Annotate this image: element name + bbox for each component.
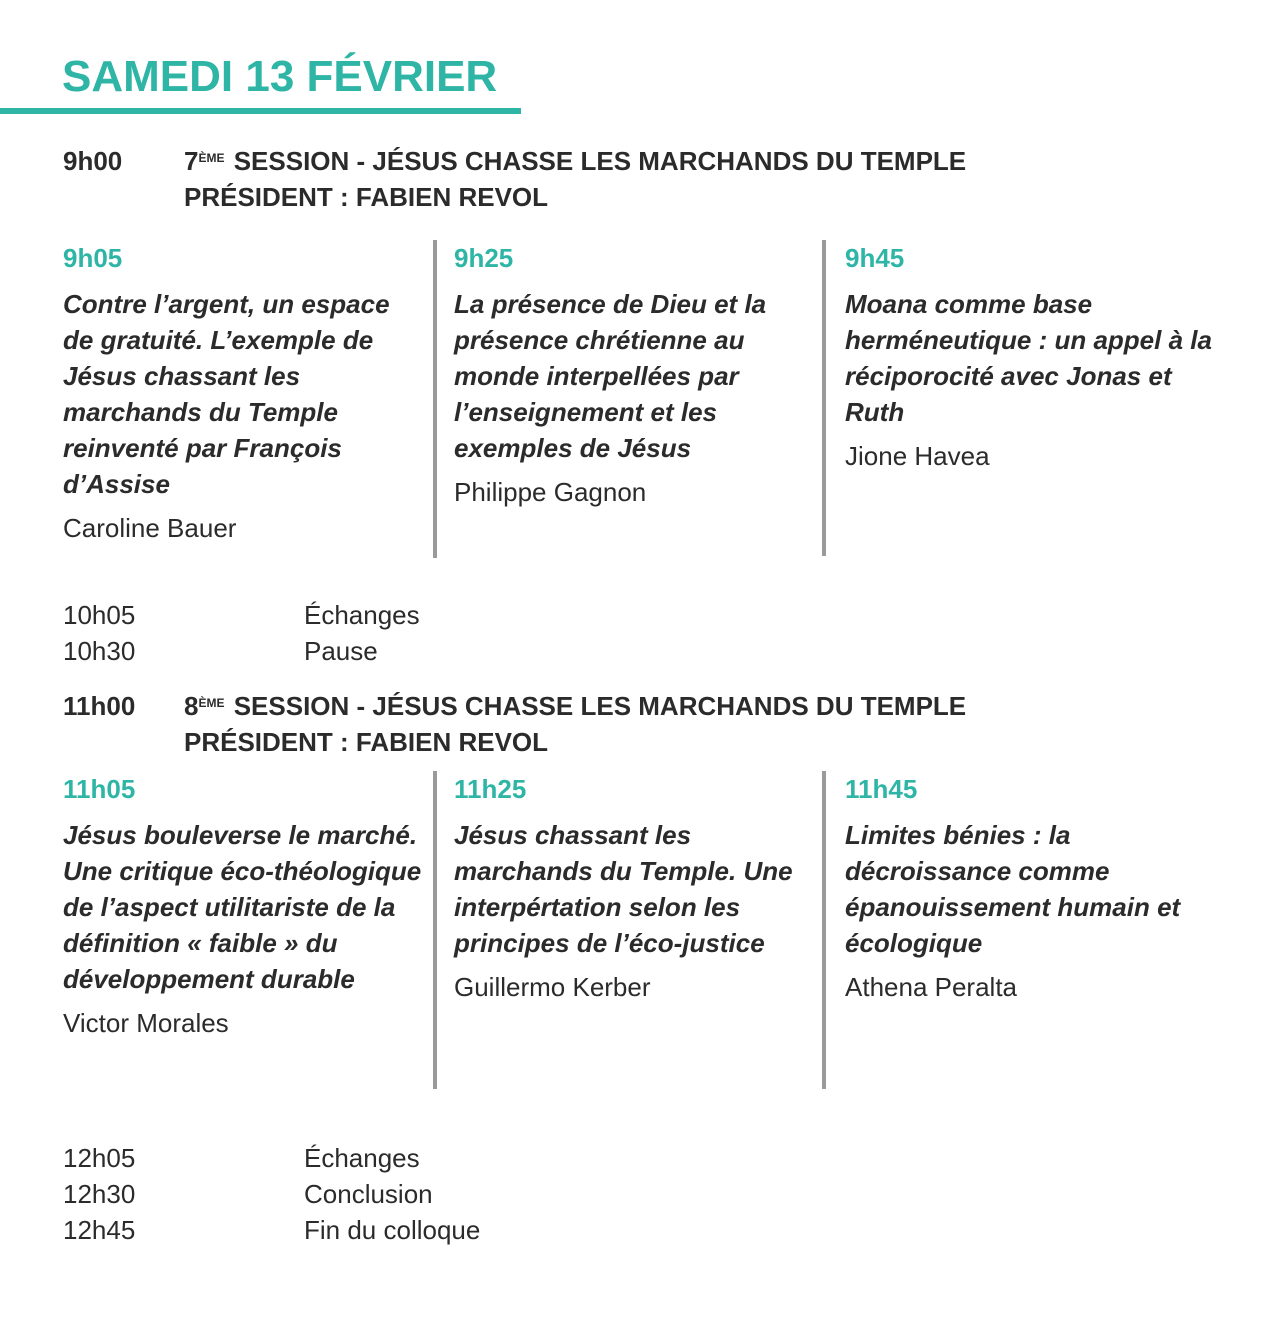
talk-speaker: Guillermo Kerber — [454, 972, 651, 1002]
talk-time: 9h45 — [845, 243, 905, 273]
page-title: SAMEDI 13 FÉVRIER — [62, 52, 498, 101]
agenda-label: Fin du colloque — [304, 1215, 481, 1245]
talk-title: Jésus chassant les marchands du Temple. Une interpértation selon les principes de l’éco-justice — [454, 820, 793, 958]
talk-card — [845, 771, 1225, 1005]
talk-speaker: Jione Havea — [845, 441, 990, 471]
talk-speaker: Caroline Bauer — [63, 513, 237, 543]
talk-title: Jésus bouleverse le marché. Une critique éco-théologique de l’aspect utilitariste de la définition « faible » du développement durable — [63, 820, 422, 994]
agenda-time: 12h45 — [63, 1215, 136, 1245]
talk-time: 11h45 — [845, 774, 918, 804]
talk-card — [63, 240, 413, 546]
title-underline — [0, 108, 521, 114]
talk-card — [845, 240, 1215, 474]
talk-time: 11h05 — [63, 774, 136, 804]
ordinal-suffix: ÈME — [198, 151, 225, 165]
talk-speaker: Athena Peralta — [845, 972, 1018, 1002]
talk-card — [454, 771, 804, 1005]
talk-speaker: Victor Morales — [63, 1008, 229, 1038]
agenda-label: Échanges — [304, 1143, 420, 1173]
talk-speaker: Philippe Gagnon — [454, 477, 647, 507]
session-president: PRÉSIDENT : FABIEN REVOL — [184, 727, 549, 757]
column-divider — [822, 240, 826, 556]
agenda-time: 10h05 — [63, 600, 136, 630]
agenda-time: 10h30 — [63, 636, 136, 666]
talk-card — [454, 240, 804, 510]
talk-time: 9h25 — [454, 243, 514, 273]
agenda-label: Conclusion — [304, 1179, 433, 1209]
talk-title: Moana comme base herméneutique : un appel à la réciporocité avec Jonas et Ruth — [845, 289, 1212, 427]
session-title: 7ÈME SESSION - JÉSUS CHASSE LES MARCHANDS DU TEMPLE — [184, 146, 967, 176]
session-time: 9h00 — [63, 146, 123, 176]
talk-title: La présence de Dieu et la présence chrétienne au monde interpellées par l’enseignement et les exemples de Jésus — [454, 289, 767, 463]
talk-time: 9h05 — [63, 243, 123, 273]
agenda-label: Échanges — [304, 600, 420, 630]
talk-title: Contre l’argent, un espace de gratuité. L’exemple de Jésus chassant les marchands du Temple reinventé par François d’Assise — [63, 289, 390, 499]
agenda-time: 12h05 — [63, 1143, 136, 1173]
agenda-time: 12h30 — [63, 1179, 136, 1209]
ordinal-suffix: ÈME — [198, 696, 225, 710]
talk-card — [63, 771, 423, 1041]
session-title: 8ÈME SESSION - JÉSUS CHASSE LES MARCHANDS DU TEMPLE — [184, 691, 967, 721]
column-divider — [822, 771, 826, 1089]
agenda-label: Pause — [304, 636, 378, 666]
talk-time: 11h25 — [454, 774, 527, 804]
column-divider — [433, 771, 437, 1089]
column-divider — [433, 240, 437, 558]
session-president: PRÉSIDENT : FABIEN REVOL — [184, 182, 549, 212]
talk-title: Limites bénies : la décroissance comme épanouissement humain et écologique — [845, 820, 1181, 958]
session-time: 11h00 — [63, 691, 136, 721]
